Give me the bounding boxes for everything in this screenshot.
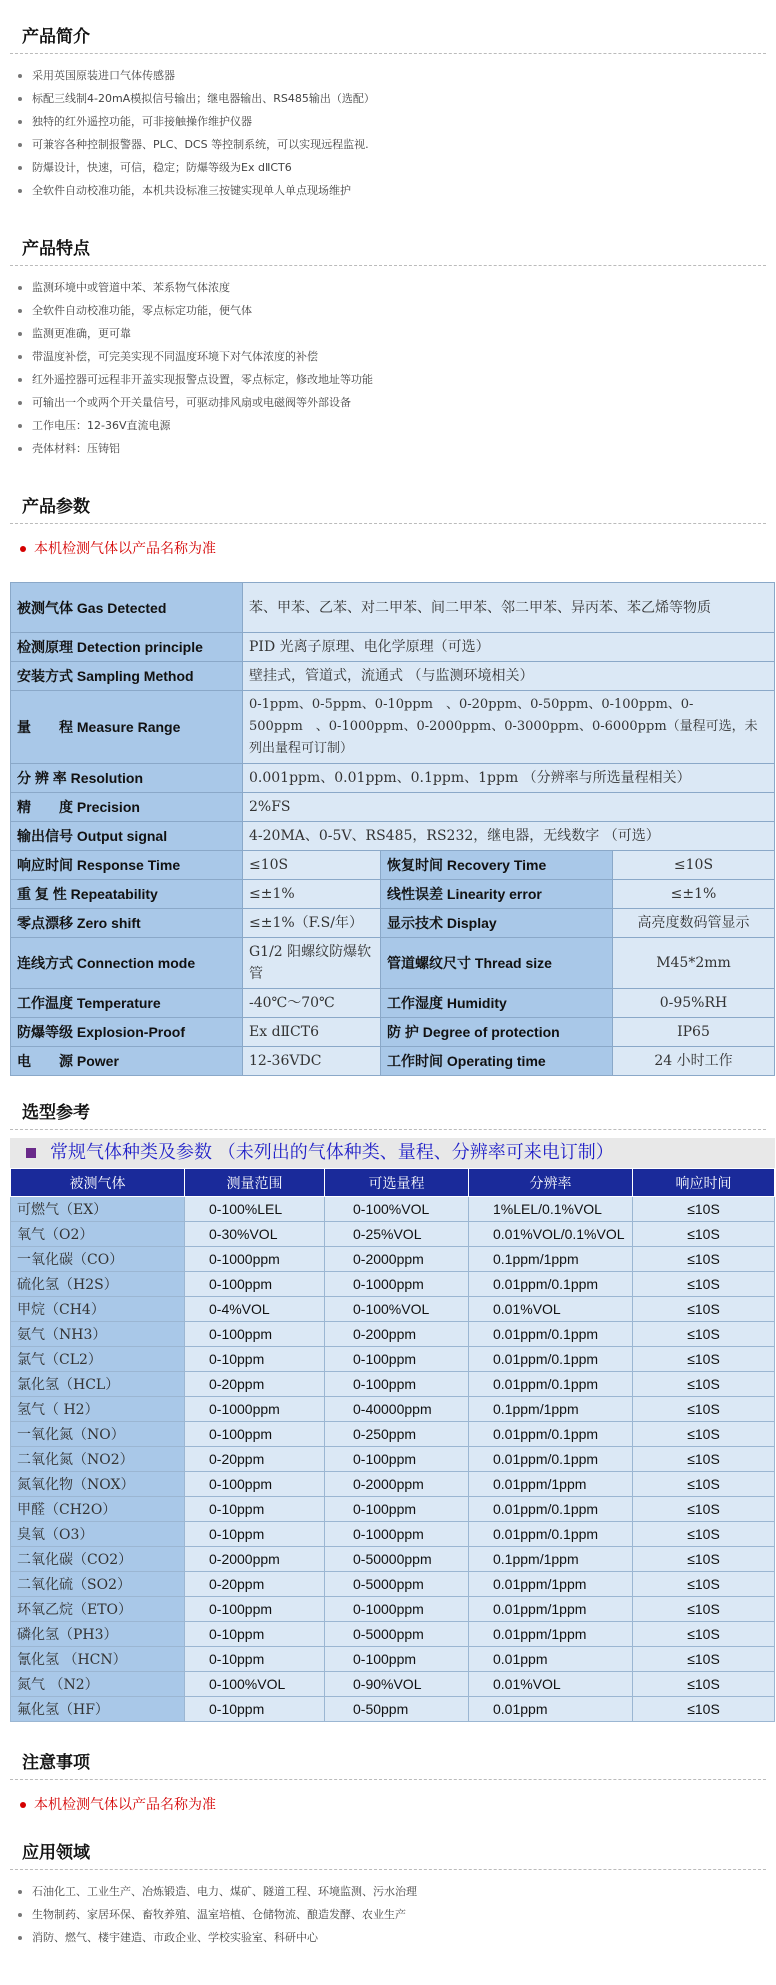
gas-name-cell: 一氧化碳（CO） bbox=[11, 1247, 185, 1272]
table-row bbox=[11, 989, 775, 1018]
table-row bbox=[11, 1247, 775, 1272]
table-row bbox=[11, 1547, 775, 1572]
response-time-cell: ≤10S bbox=[633, 1397, 775, 1422]
gas-name-cell: 磷化氢（PH3） bbox=[11, 1622, 185, 1647]
selectable-range-cell: 0-250ppm bbox=[325, 1422, 469, 1447]
resolution-cell: 0.01ppm/1ppm bbox=[469, 1597, 633, 1622]
list-item: 工作电压：12-36V直流电源 bbox=[14, 414, 776, 437]
response-time-cell: ≤10S bbox=[633, 1672, 775, 1697]
resolution-cell: 0.01ppm/1ppm bbox=[469, 1572, 633, 1597]
list-item: 监测环境中或管道中苯、苯系物气体浓度 bbox=[14, 276, 776, 299]
param-value: 2%FS bbox=[243, 793, 775, 822]
selectable-range-cell: 0-25%VOL bbox=[325, 1222, 469, 1247]
selectable-range-cell: 0-100ppm bbox=[325, 1347, 469, 1372]
param-value: PID 光离子原理、电化学原理（可选） bbox=[243, 633, 775, 662]
selectable-range-cell: 0-90%VOL bbox=[325, 1672, 469, 1697]
selectable-range-cell: 0-100ppm bbox=[325, 1647, 469, 1672]
table-row bbox=[11, 1647, 775, 1672]
table-row bbox=[11, 1397, 775, 1422]
param-value: 24 小时工作 bbox=[613, 1047, 775, 1076]
response-time-cell: ≤10S bbox=[633, 1197, 775, 1222]
table-row bbox=[11, 1497, 775, 1522]
param-value: 壁挂式，管道式，流通式 （与监测环境相关） bbox=[243, 662, 775, 691]
table-row bbox=[11, 662, 775, 691]
measure-range-cell: 0-2000ppm bbox=[185, 1547, 325, 1572]
measure-range-cell: 0-100%VOL bbox=[185, 1672, 325, 1697]
response-time-cell: ≤10S bbox=[633, 1547, 775, 1572]
gas-name-cell: 氯化氢（HCL） bbox=[11, 1372, 185, 1397]
table-row bbox=[11, 1697, 775, 1722]
param-value: 0-1ppm、0-5ppm、0-10ppm 、0-20ppm、0-50ppm、0-100ppm、0-500ppm 、0-1000ppm、0-2000ppm、0-3000ppm、0-6000ppm（量程可选，未列出量程可订制） bbox=[243, 691, 775, 764]
resolution-cell: 0.01ppm/0.1ppm bbox=[469, 1322, 633, 1347]
table-row bbox=[11, 1622, 775, 1647]
measure-range-cell: 0-10ppm bbox=[185, 1622, 325, 1647]
table-row bbox=[11, 764, 775, 793]
gas-name-cell: 氢气（ H2） bbox=[11, 1397, 185, 1422]
list-item: 消防、燃气、楼宇建造、市政企业、学校实验室、科研中心 bbox=[14, 1926, 776, 1949]
resolution-cell: 1%LEL/0.1%VOL bbox=[469, 1197, 633, 1222]
table-row bbox=[11, 793, 775, 822]
intro-title: 产品简介 bbox=[10, 0, 766, 54]
measure-range-cell: 0-30%VOL bbox=[185, 1222, 325, 1247]
gas-name-cell: 氮氧化物（NOX） bbox=[11, 1472, 185, 1497]
selectable-range-cell: 0-40000ppm bbox=[325, 1397, 469, 1422]
measure-range-cell: 0-100%LEL bbox=[185, 1197, 325, 1222]
param-key: 被测气体 Gas Detected bbox=[11, 583, 243, 633]
list-item: 可兼容各种控制报警器、PLC、DCS 等控制系统，可以实现远程监视. bbox=[14, 133, 776, 156]
selectable-range-cell: 0-100%VOL bbox=[325, 1297, 469, 1322]
gas-name-cell: 二氧化硫（SO2） bbox=[11, 1572, 185, 1597]
gas-name-cell: 氨气（NH3） bbox=[11, 1322, 185, 1347]
response-time-cell: ≤10S bbox=[633, 1247, 775, 1272]
list-item: 全软件自动校准功能，本机共设标准三按键实现单人单点现场维护 bbox=[14, 179, 776, 202]
list-item: 防爆设计，快速，可信，稳定；防爆等级为Ex dⅡCT6 bbox=[14, 156, 776, 179]
table-header-row bbox=[11, 1169, 775, 1197]
response-time-cell: ≤10S bbox=[633, 1222, 775, 1247]
gas-name-cell: 环氧乙烷（ETO） bbox=[11, 1597, 185, 1622]
resolution-cell: 0.01ppm/0.1ppm bbox=[469, 1372, 633, 1397]
notes-note-text: 本机检测气体以产品名称为准 bbox=[34, 1797, 216, 1813]
gas-name-cell: 硫化氢（H2S） bbox=[11, 1272, 185, 1297]
param-key: 安装方式 Sampling Method bbox=[11, 662, 243, 691]
measure-range-cell: 0-100ppm bbox=[185, 1472, 325, 1497]
measure-range-cell: 0-100ppm bbox=[185, 1422, 325, 1447]
table-row bbox=[11, 1447, 775, 1472]
response-time-cell: ≤10S bbox=[633, 1297, 775, 1322]
table-row bbox=[11, 1572, 775, 1597]
gas-name-cell: 二氧化碳（CO2） bbox=[11, 1547, 185, 1572]
table-row bbox=[11, 1372, 775, 1397]
selectable-range-cell: 0-1000ppm bbox=[325, 1597, 469, 1622]
response-time-cell: ≤10S bbox=[633, 1497, 775, 1522]
bullet-icon bbox=[20, 546, 26, 552]
param-key: 防 护 Degree of protection bbox=[381, 1018, 613, 1047]
measure-range-cell: 0-1000ppm bbox=[185, 1397, 325, 1422]
param-key: 量 程 Measure Range bbox=[11, 691, 243, 764]
applications-list bbox=[0, 1870, 776, 1959]
param-key: 检测原理 Detection principle bbox=[11, 633, 243, 662]
gas-name-cell: 可燃气（EX） bbox=[11, 1197, 185, 1222]
list-item: 壳体材料：压铸铝 bbox=[14, 437, 776, 460]
resolution-cell: 0.01ppm/1ppm bbox=[469, 1622, 633, 1647]
param-key: 精 度 Precision bbox=[11, 793, 243, 822]
table-row bbox=[11, 1272, 775, 1297]
param-value: 0-95%RH bbox=[613, 989, 775, 1018]
resolution-cell: 0.01%VOL/0.1%VOL bbox=[469, 1222, 633, 1247]
table-row bbox=[11, 1297, 775, 1322]
table-row bbox=[11, 909, 775, 938]
resolution-cell: 0.01%VOL bbox=[469, 1297, 633, 1322]
gas-name-cell: 氮气 （N2） bbox=[11, 1672, 185, 1697]
response-time-cell: ≤10S bbox=[633, 1447, 775, 1472]
param-key: 线性误差 Linearity error bbox=[381, 880, 613, 909]
resolution-cell: 0.1ppm/1ppm bbox=[469, 1247, 633, 1272]
selectable-range-cell: 0-5000ppm bbox=[325, 1622, 469, 1647]
measure-range-cell: 0-20ppm bbox=[185, 1372, 325, 1397]
table-row bbox=[11, 1522, 775, 1547]
gas-name-cell: 甲烷（CH4） bbox=[11, 1297, 185, 1322]
column-header: 可选量程 bbox=[325, 1169, 469, 1197]
response-time-cell: ≤10S bbox=[633, 1472, 775, 1497]
selectable-range-cell: 0-1000ppm bbox=[325, 1272, 469, 1297]
param-value: Ex dⅡCT6 bbox=[243, 1018, 381, 1047]
param-value: M45*2mm bbox=[613, 938, 775, 989]
table-row bbox=[11, 583, 775, 633]
param-key: 显示技术 Display bbox=[381, 909, 613, 938]
gas-name-cell: 氰化氢 （HCN） bbox=[11, 1647, 185, 1672]
selectable-range-cell: 0-50ppm bbox=[325, 1697, 469, 1722]
measure-range-cell: 0-100ppm bbox=[185, 1272, 325, 1297]
table-row bbox=[11, 633, 775, 662]
selectable-range-cell: 0-100%VOL bbox=[325, 1197, 469, 1222]
resolution-cell: 0.01ppm bbox=[469, 1647, 633, 1672]
response-time-cell: ≤10S bbox=[633, 1622, 775, 1647]
resolution-cell: 0.1ppm/1ppm bbox=[469, 1397, 633, 1422]
list-item: 全软件自动校准功能，零点标定功能，便气体 bbox=[14, 299, 776, 322]
response-time-cell: ≤10S bbox=[633, 1597, 775, 1622]
params-table bbox=[10, 582, 775, 1076]
selectable-range-cell: 0-200ppm bbox=[325, 1322, 469, 1347]
table-row bbox=[11, 1672, 775, 1697]
column-header: 响应时间 bbox=[633, 1169, 775, 1197]
notes-title: 注意事项 bbox=[10, 1722, 766, 1780]
list-item: 生物制药、家居环保、畜牧养殖、温室培植、仓储物流、酿造发酵、农业生产 bbox=[14, 1903, 776, 1926]
table-row bbox=[11, 1347, 775, 1372]
params-note-text: 本机检测气体以产品名称为准 bbox=[34, 541, 216, 557]
param-key: 连线方式 Connection mode bbox=[11, 938, 243, 989]
param-value: G1/2 阳螺纹防爆软管 bbox=[243, 938, 381, 989]
param-value: 12-36VDC bbox=[243, 1047, 381, 1076]
list-item: 标配三线制4-20mA模拟信号输出；继电器输出、RS485输出（选配） bbox=[14, 87, 776, 110]
square-bullet-icon bbox=[26, 1148, 36, 1158]
selectable-range-cell: 0-100ppm bbox=[325, 1447, 469, 1472]
gas-name-cell: 氧气（O2） bbox=[11, 1222, 185, 1247]
param-value: IP65 bbox=[613, 1018, 775, 1047]
gas-name-cell: 甲醛（CH2O） bbox=[11, 1497, 185, 1522]
list-item: 独特的红外遥控功能，可非接触操作维护仪器 bbox=[14, 110, 776, 133]
measure-range-cell: 0-10ppm bbox=[185, 1522, 325, 1547]
table-row bbox=[11, 1018, 775, 1047]
params-note bbox=[0, 524, 776, 572]
table-row bbox=[11, 1597, 775, 1622]
column-header: 测量范围 bbox=[185, 1169, 325, 1197]
selectable-range-cell: 0-5000ppm bbox=[325, 1572, 469, 1597]
table-row bbox=[11, 1322, 775, 1347]
param-key: 输出信号 Output signal bbox=[11, 822, 243, 851]
features-title: 产品特点 bbox=[10, 212, 766, 266]
list-item: 红外遥控器可远程非开盖实现报警点设置，零点标定，修改地址等功能 bbox=[14, 368, 776, 391]
param-key: 工作湿度 Humidity bbox=[381, 989, 613, 1018]
param-key: 重 复 性 Repeatability bbox=[11, 880, 243, 909]
applications-title: 应用领域 bbox=[10, 1828, 766, 1870]
gas-name-cell: 氯气（CL2） bbox=[11, 1347, 185, 1372]
param-value: ≤±1%（F.S/年） bbox=[243, 909, 381, 938]
response-time-cell: ≤10S bbox=[633, 1522, 775, 1547]
gas-name-cell: 一氧化氮（NO） bbox=[11, 1422, 185, 1447]
measure-range-cell: 0-10ppm bbox=[185, 1347, 325, 1372]
selection-banner bbox=[10, 1138, 775, 1168]
response-time-cell: ≤10S bbox=[633, 1272, 775, 1297]
selectable-range-cell: 0-100ppm bbox=[325, 1372, 469, 1397]
table-row bbox=[11, 1197, 775, 1222]
list-item: 采用英国原装进口气体传感器 bbox=[14, 64, 776, 87]
table-row bbox=[11, 880, 775, 909]
measure-range-cell: 0-20ppm bbox=[185, 1572, 325, 1597]
response-time-cell: ≤10S bbox=[633, 1422, 775, 1447]
param-value: -40℃～70℃ bbox=[243, 989, 381, 1018]
gas-name-cell: 氟化氢（HF） bbox=[11, 1697, 185, 1722]
param-key: 分 辨 率 Resolution bbox=[11, 764, 243, 793]
params-title: 产品参数 bbox=[10, 470, 766, 524]
features-list bbox=[0, 266, 776, 470]
response-time-cell: ≤10S bbox=[633, 1347, 775, 1372]
list-item: 石油化工、工业生产、冶炼锻造、电力、煤矿、隧道工程、环境监测、污水治理 bbox=[14, 1880, 776, 1903]
param-key: 防爆等级 Explosion-Proof bbox=[11, 1018, 243, 1047]
resolution-cell: 0.01ppm bbox=[469, 1697, 633, 1722]
response-time-cell: ≤10S bbox=[633, 1372, 775, 1397]
response-time-cell: ≤10S bbox=[633, 1322, 775, 1347]
measure-range-cell: 0-100ppm bbox=[185, 1597, 325, 1622]
gas-name-cell: 二氧化氮（NO2） bbox=[11, 1447, 185, 1472]
param-key: 恢复时间 Recovery Time bbox=[381, 851, 613, 880]
response-time-cell: ≤10S bbox=[633, 1572, 775, 1597]
resolution-cell: 0.01ppm/0.1ppm bbox=[469, 1422, 633, 1447]
selectable-range-cell: 0-100ppm bbox=[325, 1497, 469, 1522]
resolution-cell: 0.01%VOL bbox=[469, 1672, 633, 1697]
column-header: 被测气体 bbox=[11, 1169, 185, 1197]
table-row bbox=[11, 851, 775, 880]
table-row bbox=[11, 938, 775, 989]
notes-note bbox=[0, 1780, 776, 1828]
gas-name-cell: 臭氧（O3） bbox=[11, 1522, 185, 1547]
param-key: 零点漂移 Zero shift bbox=[11, 909, 243, 938]
selection-banner-text: 常规气体种类及参数 （未列出的气体种类、量程、分辨率可来电订制） bbox=[50, 1142, 614, 1163]
measure-range-cell: 0-4%VOL bbox=[185, 1297, 325, 1322]
param-key: 工作时间 Operating time bbox=[381, 1047, 613, 1076]
table-row bbox=[11, 1422, 775, 1447]
measure-range-cell: 0-100ppm bbox=[185, 1322, 325, 1347]
measure-range-cell: 0-10ppm bbox=[185, 1697, 325, 1722]
list-item: 带温度补偿，可完美实现不同温度环境下对气体浓度的补偿 bbox=[14, 345, 776, 368]
param-key: 响应时间 Response Time bbox=[11, 851, 243, 880]
selectable-range-cell: 0-2000ppm bbox=[325, 1247, 469, 1272]
resolution-cell: 0.01ppm/0.1ppm bbox=[469, 1447, 633, 1472]
param-value: ≤10S bbox=[243, 851, 381, 880]
param-key: 管道螺纹尺寸 Thread size bbox=[381, 938, 613, 989]
measure-range-cell: 0-10ppm bbox=[185, 1647, 325, 1672]
resolution-cell: 0.01ppm/0.1ppm bbox=[469, 1497, 633, 1522]
list-item: 可输出一个或两个开关量信号，可驱动排风扇或电磁阀等外部设备 bbox=[14, 391, 776, 414]
resolution-cell: 0.01ppm/1ppm bbox=[469, 1472, 633, 1497]
param-value: ≤±1% bbox=[613, 880, 775, 909]
table-row bbox=[11, 1047, 775, 1076]
param-key: 电 源 Power bbox=[11, 1047, 243, 1076]
measure-range-cell: 0-20ppm bbox=[185, 1447, 325, 1472]
response-time-cell: ≤10S bbox=[633, 1697, 775, 1722]
resolution-cell: 0.01ppm/0.1ppm bbox=[469, 1522, 633, 1547]
measure-range-cell: 0-1000ppm bbox=[185, 1247, 325, 1272]
selection-title: 选型参考 bbox=[10, 1076, 766, 1130]
response-time-cell: ≤10S bbox=[633, 1647, 775, 1672]
gas-table bbox=[10, 1168, 775, 1722]
param-value: 0.001ppm、0.01ppm、0.1ppm、1ppm （分辨率与所选量程相关） bbox=[243, 764, 775, 793]
table-row bbox=[11, 691, 775, 764]
table-row bbox=[11, 822, 775, 851]
param-value: ≤10S bbox=[613, 851, 775, 880]
selectable-range-cell: 0-50000ppm bbox=[325, 1547, 469, 1572]
table-row bbox=[11, 1472, 775, 1497]
resolution-cell: 0.01ppm/0.1ppm bbox=[469, 1347, 633, 1372]
resolution-cell: 0.1ppm/1ppm bbox=[469, 1547, 633, 1572]
table-row bbox=[11, 1222, 775, 1247]
selectable-range-cell: 0-2000ppm bbox=[325, 1472, 469, 1497]
list-item: 监测更准确，更可靠 bbox=[14, 322, 776, 345]
bullet-icon bbox=[20, 1802, 26, 1808]
param-value: 4-20MA、0-5V、RS485，RS232，继电器，无线数字 （可选） bbox=[243, 822, 775, 851]
param-value: 高亮度数码管显示 bbox=[613, 909, 775, 938]
param-value: ≤±1% bbox=[243, 880, 381, 909]
gas-table-body bbox=[11, 1197, 775, 1722]
selectable-range-cell: 0-1000ppm bbox=[325, 1522, 469, 1547]
column-header: 分辨率 bbox=[469, 1169, 633, 1197]
param-key: 工作温度 Temperature bbox=[11, 989, 243, 1018]
measure-range-cell: 0-10ppm bbox=[185, 1497, 325, 1522]
intro-list bbox=[0, 54, 776, 212]
param-value: 苯、甲苯、乙苯、对二甲苯、间二甲苯、邻二甲苯、异丙苯、苯乙烯等物质 bbox=[243, 583, 775, 633]
resolution-cell: 0.01ppm/0.1ppm bbox=[469, 1272, 633, 1297]
